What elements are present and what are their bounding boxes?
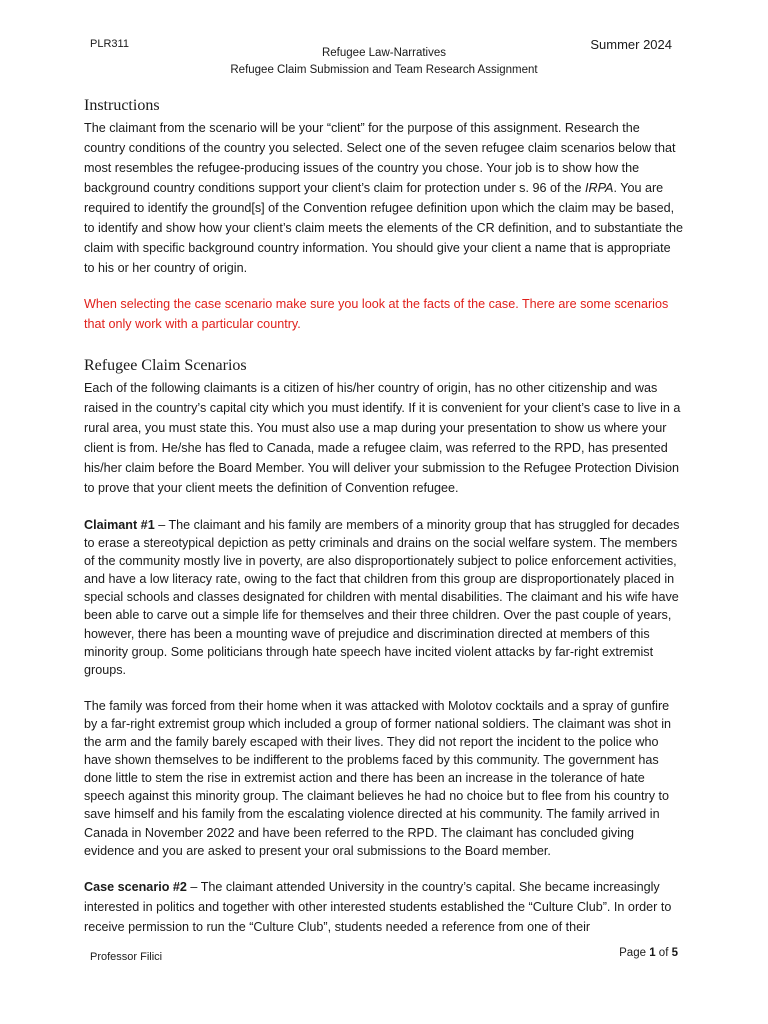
scenarios-heading: Refugee Claim Scenarios [84, 357, 247, 374]
instructions-paragraph [84, 118, 684, 278]
case2-paragraph [84, 877, 684, 937]
header-title-line1: Refugee Law-Narratives [321, 47, 446, 59]
document-body [84, 96, 684, 937]
page-prefix: Page [619, 947, 650, 959]
case2-label: Case scenario #2 [84, 879, 187, 894]
header-title-line2: Refugee Claim Submission and Team Research Assignment [230, 64, 538, 76]
term: Summer 2024 [590, 37, 672, 52]
instructions-heading: Instructions [84, 97, 160, 114]
case2-text: – The claimant attended University in the country’s capital. She became increasingly interested in politics and together with other interested students established the “Culture Club”. In order to receive permission to run the “Culture Club”, students needed a reference from one of their [84, 879, 672, 934]
scenarios-intro: Each of the following claimants is a citizen of his/her country of origin, has no other citizenship and was raised in the country’s capital city which you must identify. If it is convenient for your client’s case to live in a rural area, you must state this. You must also use a map during your presentation to show us where your client is from. He/she has fled to Canada, made a refugee claim, was referred to the RPD, has presented his/her claim before the Board Member. You will deliver your submission to the Refugee Protection Division to prove that your client meets the definition of Convention refugee. [84, 381, 681, 495]
claimant1-label: Claimant #1 [84, 518, 155, 532]
page-total: 5 [671, 947, 678, 959]
claimant1-text: – The claimant and his family are members of a minority group that has struggled for decades to erase a stereotypical depiction as petty criminals and drains on the social welfare system. The members of the community mostly live in poverty, are also disproportionately subject to police enforcement activities, and have a low literacy rate, owing to the fact that children from this group are disproportionately placed in special schools and classes designated for children with mental disabilities. The claimant and his wife have been able to carve out a simple life for themselves and their three children. Over the past couple of years, however, there has been a mounting wave of prejudice and discrimination directed at members of this minority group. Some politicians through hate speech have incited violent attacks by far-right extremist groups. [84, 518, 680, 677]
course-code: PLR311 [90, 38, 129, 50]
instructions-text-b: . You are required to identify the ground[s] of the Convention refugee definition upon which the claim may be based, to identify and show how your client’s claim meets the elements of the CR definition, and to substantiate the claim with specific background country information. You should give your client a name that is appropriate to his or her country of origin. [84, 181, 684, 275]
professor-name: Professor Filici [90, 951, 163, 963]
warning-note: When selecting the case scenario make sure you look at the facts of the case. There are some scenarios that only work with a particular country. [84, 297, 669, 331]
document-header-title [0, 45, 768, 79]
irpa-italic: IRPA [585, 181, 614, 195]
page-current: 1 [649, 947, 656, 959]
claimant1-paragraph-2: The family was forced from their home when it was attacked with Molotov cocktails and a spray of gunfire by a far-right extremist group which included a group of former national soldiers. The claimant was shot in the arm and the family barely escaped with their lives. They did not report the incident to the police who have shown themselves to be indifferent to the problems faced by this community. The government has done little to stem the rise in extremist action and there has been an increase in the tolerance of hate speech against this minority group. The claimant believes he had no choice but to flee from his country to save himself and his family from the escalating violence directed at his community. The family arrived in Canada in November 2022 and have been referred to the RPD. The claimant has concluded giving evidence and you are asked to present your oral submissions to the Board member. [84, 698, 672, 858]
page-of: of [655, 947, 672, 959]
instructions-text-a: The claimant from the scenario will be your “client” for the purpose of this assignment. Research the country conditions of the country you selected. Select one of the seven refugee claim scenarios below that most resembles the refugee-producing issues of the country you chose. Your job is to show how the background country conditions support your client’s claim for protection under s. 96 of the [84, 121, 676, 195]
page-number [619, 947, 678, 959]
claimant1-paragraph [84, 516, 684, 679]
